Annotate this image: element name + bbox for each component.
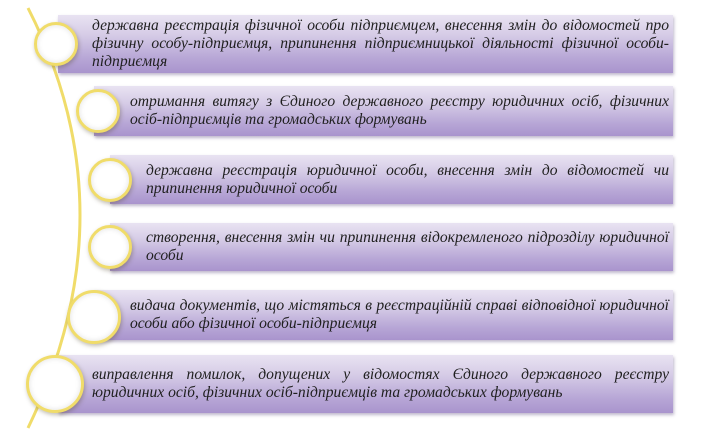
list-item-node — [67, 290, 121, 344]
list-item-bar — [58, 15, 673, 73]
list-item-text: отримання витягу з Єдиного державного реєстру юридичних осіб, фізичних осіб-підприємців та громадських формувань — [130, 93, 669, 128]
list-item-bar — [110, 223, 673, 271]
list-item-text: видача документів, що містяться в реєстраційній справі відповідної юридичної особи або фізичної особи-підприємця — [130, 297, 669, 332]
list-item-text: виправлення помилок, допущених у відомостях Єдиного державного реєстру юридичних осіб, фізичних осіб-підприємців та громадських формувань — [92, 366, 669, 401]
list-item-bar — [58, 355, 673, 413]
list-item-text: державна реєстрація юридичної особи, внесення змін до відомостей чи припинення юридичної особи — [146, 161, 669, 197]
list-item-text: створення, внесення змін чи припинення відокремленого підрозділу юридичної особи — [146, 229, 669, 264]
list-item-node — [34, 22, 78, 66]
list-item-bar — [110, 155, 673, 204]
list-item-bar — [94, 86, 673, 136]
list-item-node — [76, 89, 120, 133]
list-item-node — [88, 158, 132, 202]
list-item-node — [88, 225, 132, 269]
list-item-node — [26, 355, 84, 413]
list-item-bar — [94, 290, 673, 340]
list-item-text: державна реєстрація фізичної особи підприємцем, внесення змін до відомостей про фізичну особу-підприємця, припинення підприємницької діяльності фізичної особи-підприємця — [92, 17, 669, 70]
